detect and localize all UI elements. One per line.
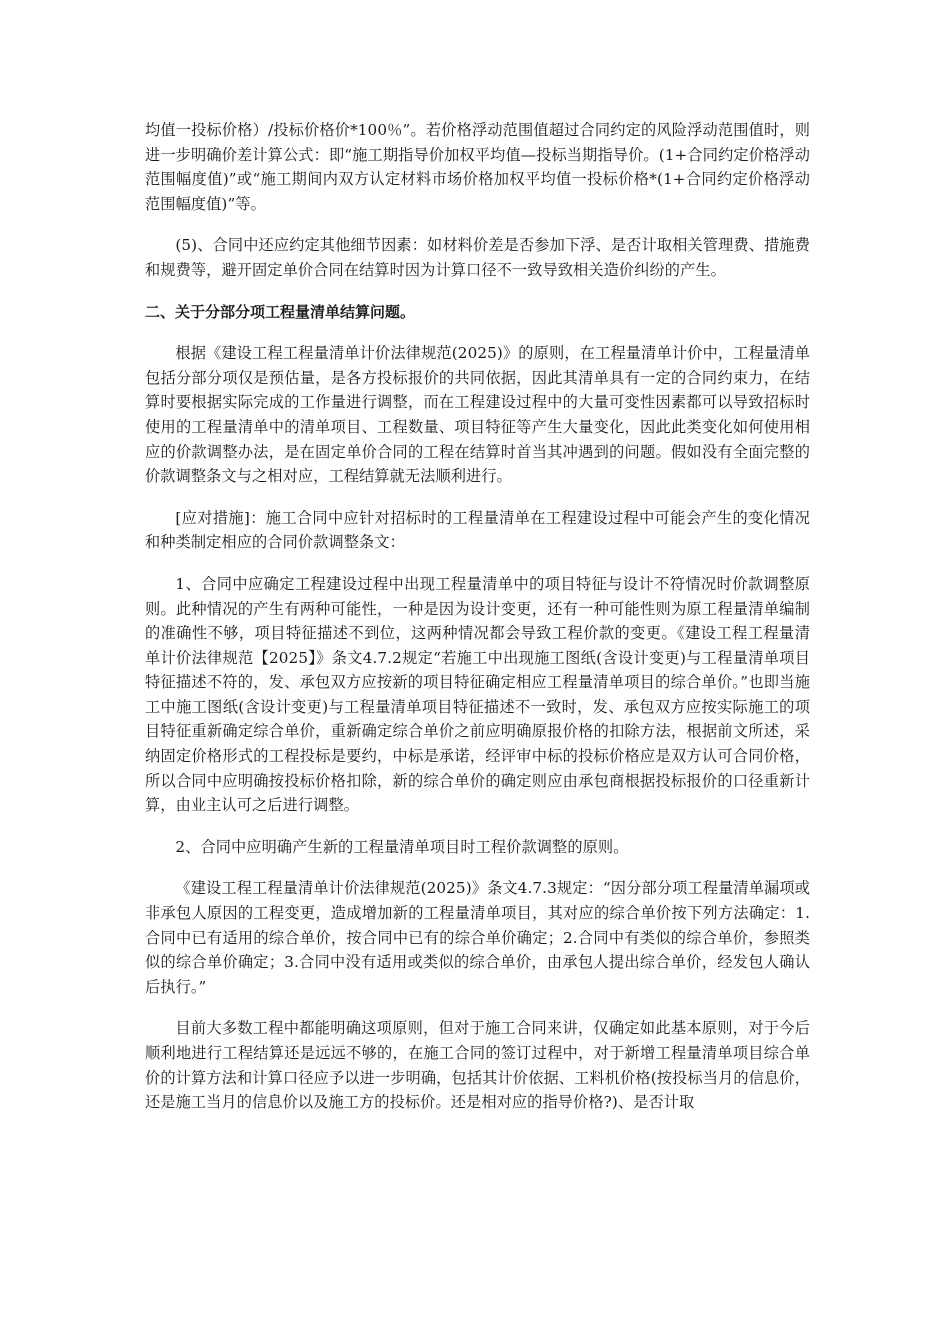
paragraph-current-practice: 目前大多数工程中都能明确这项原则，但对于施工合同来讲，仅确定如此基本原则，对于今后顺利地进行工程结算还是远远不够的，在施工合同的签订过程中，对于新增工程量清单项目综合单价的计算方法和计算口径应予以进一步明确，包括其计价依据、工料机价格(按投标当月的信息价，还是施工当月的信息价以及施工方的投标价。还是相对应的指导价格?)、是否计取: [145, 1019, 810, 1112]
paragraph-price-formula: 均值一投标价格）/投标价格价*100％”。若价格浮动范围值超过合同约定的风险浮动范围值时，则进一步明确价差计算公式：即“施工期指导价加权平均值—投标当期指导价。(1+合同约定价格浮动范围幅度值)”或“施工期间内双方认定材料市场价格加权平均值一投标价格*(1+合同约定价格浮动范围幅度值)”等。: [145, 121, 810, 213]
paragraph-detail-factors: (5)、合同中还应约定其他细节因素：如材料价差是否参加下浮、是否计取相关管理费、措施费和规费等，避开固定单价合同在结算时因为计算口径不一致导致相关造价纠纷的产生。: [145, 236, 810, 279]
paragraph-code-article-473: 《建设工程工程量清单计价法律规范(2025)》条文4.7.3规定：“因分部分项工程量清单漏项或非承包人原因的工程变更，造成增加新的工程量清单项目，其对应的综合单价按下列方法确定：1.合同中已有适用的综合单价，按合同中已有的综合单价确定；2.合同中有类似的综合单价，参照类似的综合单价确定；3.合同中没有适用或类似的综合单价，由承包人提出综合单价，经发包人确认后执行。”: [145, 879, 810, 996]
document-page: [145, 118, 810, 1115]
paragraph-code-principle: 根据《建设工程工程量清单计价法律规范(2025)》的原则，在工程量清单计价中，工程量清单包括分部分项仅是预估量，是各方投标报价的共同依据，因此其清单具有一定的合同约束力，在结算时要根据实际完成的工作量进行调整，而在工程建设过程中的大量可变性因素都可以导致招标时使用的工程量清单中的清单项目、工程数量、项目特征等产生大量变化，因此此类变化如何使用相应的价款调整办法，是在固定单价合同的工程在结算时首当其冲遇到的问题。假如没有全面完整的价款调整条文与之相对应，工程结算就无法顺利进行。: [145, 344, 810, 486]
section-heading: 二、关于分部分项工程量清单结算问题。: [145, 302, 416, 321]
paragraph-item-feature-mismatch: 1、合同中应确定工程建设过程中出现工程量清单中的项目特征与设计不符情况时价款调整原则。此种情况的产生有两种可能性，一种是因为设计变更，还有一种可能性则为原工程量清单编制的准确性不够，项目特征描述不到位，这两种情况都会导致工程价款的变更。《建设工程工程量清单计价法律规范【2025】》条文4.7.2规定“若施工中出现施工图纸(含设计变更)与工程量清单项目特征描述不符的，发、承包双方应按新的项目特征确定相应工程量清单项目的综合单价。”也即当施工中施工图纸(含设计变更)与工程量清单项目特征描述不一致时，发、承包双方应按实际施工的项目特征重新确定综合单价，重新确定综合单价之前应明确原报价格的扣除方法，根据前文所述，采纳固定价格形式的工程投标是要约，中标是承诺，经评审中标的投标价格应是双方认可合同价格，所以合同中应明确按投标价格扣除，新的综合单价的确定则应由承包商根据投标报价的口径重新计算，由业主认可之后进行调整。: [145, 574, 810, 815]
paragraph-countermeasures: [应对措施]：施工合同中应针对招标时的工程量清单在工程建设过程中可能会产生的变化情况和种类制定相应的合同价款调整条文：: [145, 508, 810, 552]
paragraph-new-items-principle: 2、合同中应明确产生新的工程量清单项目时工程价款调整的原则。: [175, 837, 629, 856]
